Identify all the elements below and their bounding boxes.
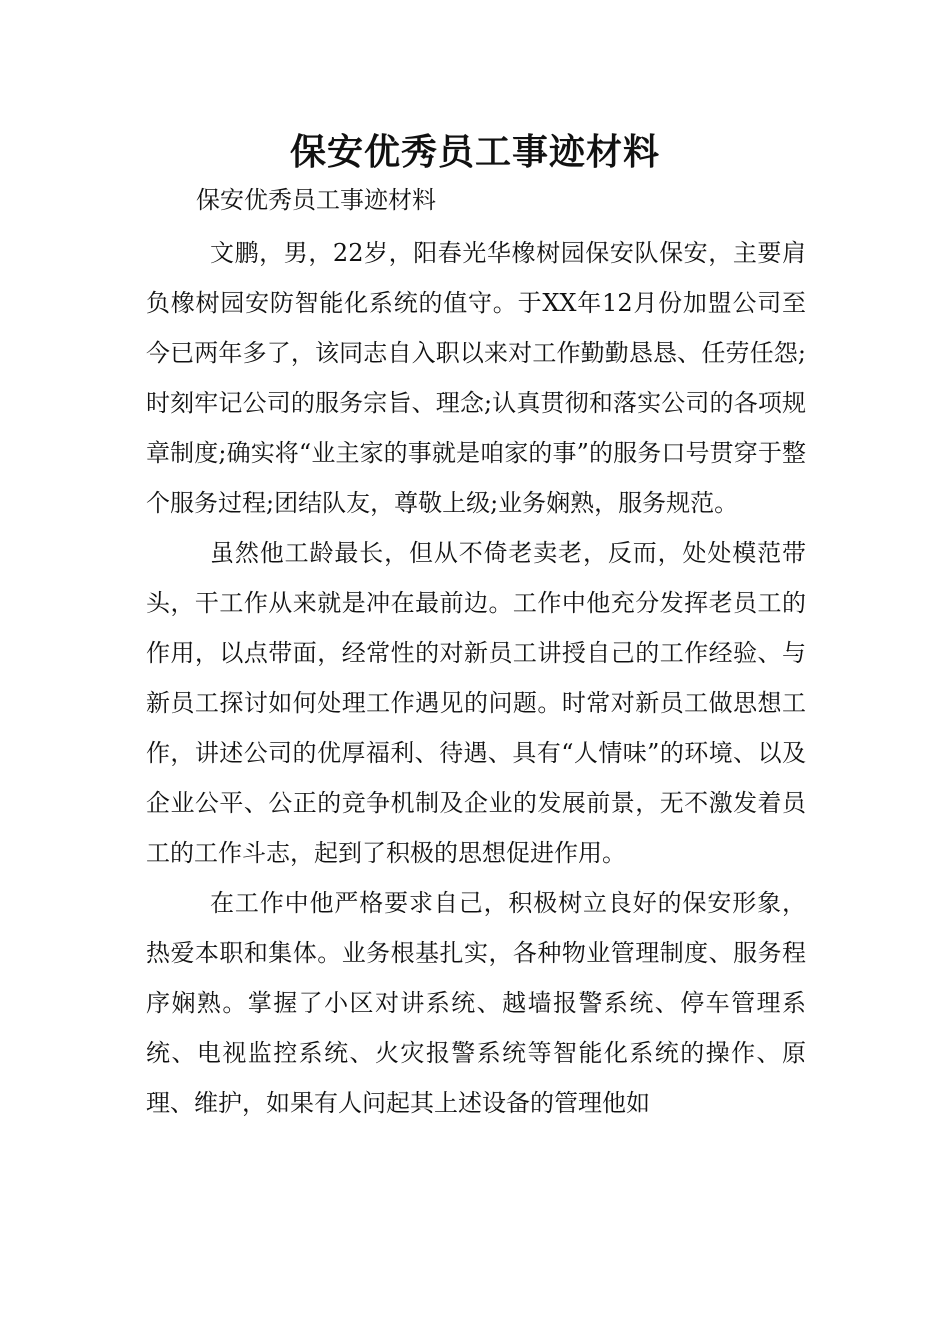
paragraph-1: 文鹏，男，22岁，阳春光华橡树园保安队保安，主要肩负橡树园安防智能化系统的值守。于XX年12月份加盟公司至今已两年多了，该同志自入职以来对工作勤勤恳恳、任劳任怨;时刻牢记公司的服务宗旨、理念;认真贯彻和落实公司的各项规章制度;确实将“业主家的事就是咱家的事”的服务口号贯穿于整个服务过程;团结队友，尊敬上级;业务娴熟，服务规范。 (146, 239, 806, 517)
document-title: 保安优秀员工事迹材料 (289, 131, 660, 173)
paragraph-3: 在工作中他严格要求自己，积极树立良好的保安形象，热爱本职和集体。业务根基扎实，各种物业管理制度、服务程序娴熟。掌握了小区对讲系统、越墙报警系统、停车管理系统、电视监控系统、火灾报警系统等智能化系统的操作、原理、维护，如果有人问起其上述设备的管理他如 (146, 889, 806, 1117)
document-body (146, 228, 806, 1128)
paragraph-2: 虽然他工龄最长，但从不倚老卖老，反而，处处模范带头，干工作从来就是冲在最前边。工作中他充分发挥老员工的作用，以点带面，经常性的对新员工讲授自己的工作经验、与新员工探讨如何处理工作遇见的问题。时常对新员工做思想工作，讲述公司的优厚福利、待遇、具有“人情味”的环境、以及企业公平、公正的竞争机制及企业的发展前景，无不激发着员工的工作斗志，起到了积极的思想促进作用。 (146, 539, 806, 867)
document-subtitle: 保安优秀员工事迹材料 (196, 186, 436, 214)
